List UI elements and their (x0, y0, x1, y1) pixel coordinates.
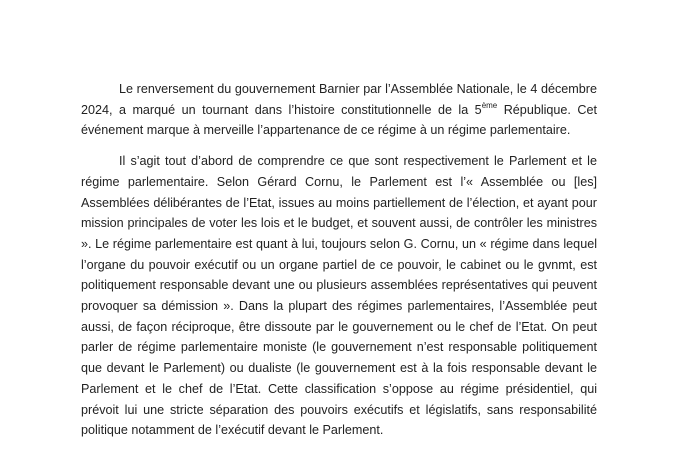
paragraph-intro-text-b: République. Cet événement marque à merveille l’appartenance de ce régime à un régime parlementaire. (81, 102, 597, 138)
ordinal-superscript: ème (481, 100, 498, 110)
document-body (81, 79, 597, 441)
paragraph-intro-text-a: Le renversement du gouvernement Barnier par l’Assemblée Nationale, le 4 décembre 2024, a marqué un tournant dans l’histoire constitutionnelle de la 5 (81, 82, 597, 117)
paragraph-definitions: Il s’agit tout d’abord de comprendre ce que sont respectivement le Parlement et le régime parlementaire. Selon Gérard Cornu, le Parlement est l’« Assemblée ou [les] Assemblées délibérantes de l’Etat, issues au moins partiellement de l’élection, et ayant pour mission principales de voter les lois et le budget, et souvent aussi, de contrôler les ministres ». Le régime parlementaire est quant à lui, toujours selon G. Cornu, un « régime dans lequel l’organe du pouvoir exécutif ou un organe partiel de ce pouvoir, le cabinet ou le gvnmt, est politiquement responsable devant une ou plusieurs assemblées représentatives qui peuvent provoquer sa démission ». Dans la plupart des régimes parlementaires, l’Assemblée peut aussi, de façon réciproque, être dissoute par le gouvernement ou le chef de l’Etat. On peut parler de régime parlementaire moniste (le gouvernement n’est responsable politiquement que devant le Parlement) ou dualiste (le gouvernement est à la fois responsable devant le Parlement et le chef de l’Etat. Cette classification s’oppose au régime présidentiel, qui prévoit lui une stricte séparation des pouvoirs exécutifs et législatifs, sans responsabilité politique notamment de l’exécutif devant le Parlement. (81, 154, 597, 438)
paragraph-intro (81, 79, 597, 141)
